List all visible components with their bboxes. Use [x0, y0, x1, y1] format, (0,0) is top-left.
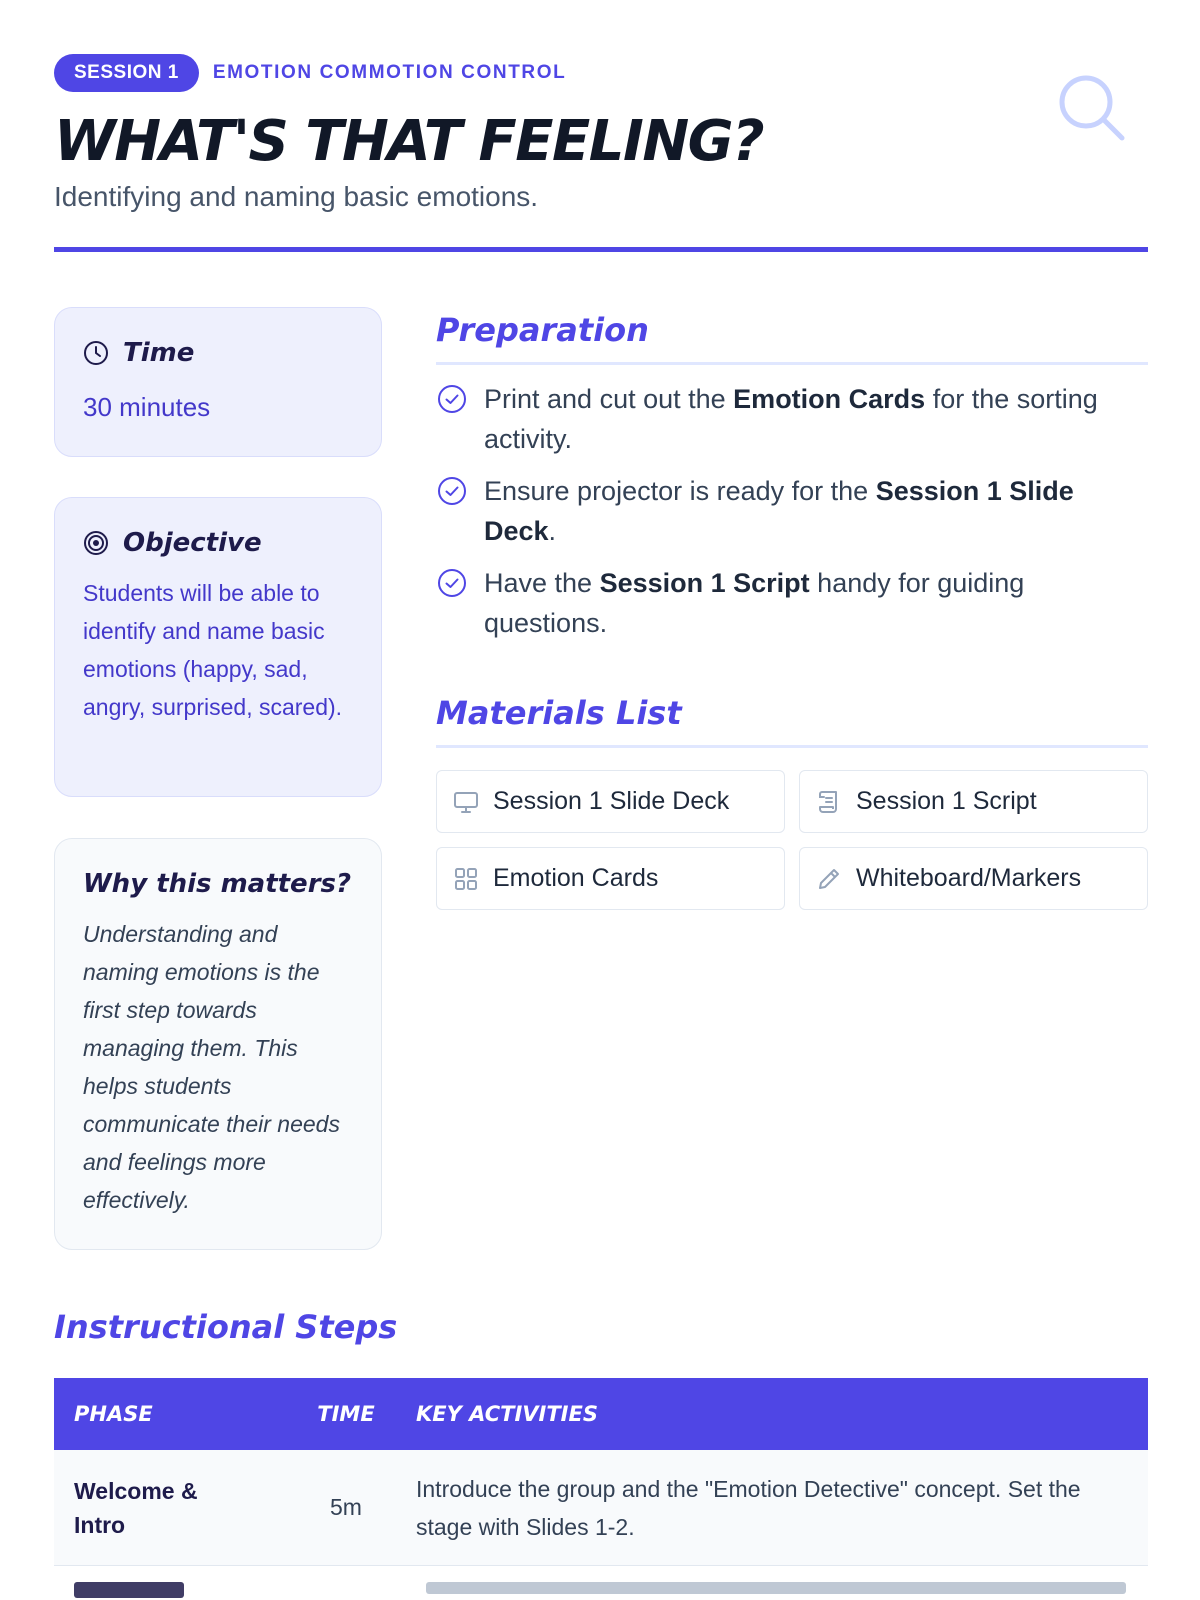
activities-cell-clipped: [426, 1582, 1126, 1594]
steps-title: Instructional Steps: [54, 1308, 398, 1346]
column-header-activities: KEY ACTIVITIES: [416, 1402, 598, 1426]
steps-table: [54, 1378, 1148, 1566]
time-title: Time: [123, 338, 195, 368]
page-title: WHAT'S THAT FEELING?: [54, 109, 764, 174]
objective-card: [54, 497, 382, 797]
check-circle-icon: [436, 383, 468, 415]
objective-title: Objective: [123, 528, 262, 558]
materials-section: [436, 693, 1148, 910]
page-header: [54, 54, 1148, 214]
table-row: [54, 1450, 1148, 1566]
material-item-emotion-cards[interactable]: [436, 847, 785, 910]
search-icon[interactable]: [1056, 72, 1128, 144]
list-item: [436, 471, 1148, 551]
section-divider: [436, 745, 1148, 748]
activities-cell: Introduce the group and the "Emotion Detective" concept. Set the stage with Slides 1-2.: [416, 1475, 1081, 1540]
table-header: [54, 1378, 1148, 1450]
why-title: Why this matters?: [83, 869, 352, 899]
list-item: [436, 563, 1148, 643]
clock-icon: [83, 340, 109, 366]
material-item-whiteboard[interactable]: [799, 847, 1148, 910]
column-header-time: TIME: [317, 1402, 375, 1426]
material-label: Whiteboard/Markers: [856, 864, 1082, 892]
material-item-slide-deck[interactable]: [436, 770, 785, 833]
preparation-list: [436, 379, 1148, 643]
preparation-text: Ensure projector is ready for the Session 1 Slide Deck.: [484, 476, 1074, 546]
phase-cell: Welcome & Intro: [74, 1477, 198, 1538]
material-label: Session 1 Script: [856, 787, 1037, 815]
pencil-icon: [816, 866, 842, 892]
phase-cell-clipped: [74, 1582, 184, 1598]
time-value: 30 minutes: [83, 392, 211, 422]
check-circle-icon: [436, 475, 468, 507]
preparation-text: Have the Session 1 Script handy for guiding questions.: [484, 568, 1025, 638]
program-name: EMOTION COMMOTION CONTROL: [212, 62, 567, 83]
material-label: Session 1 Slide Deck: [493, 787, 730, 815]
badge-row: [54, 54, 1148, 92]
why-card: [54, 838, 382, 1250]
material-item-script[interactable]: [799, 770, 1148, 833]
header-divider: [54, 247, 1148, 252]
target-icon: [83, 530, 109, 556]
material-label: Emotion Cards: [493, 864, 659, 892]
why-text: Understanding and naming emotions is the first step towards managing them. This helps students communicate their needs and feelings more effectively.: [83, 921, 340, 1213]
column-header-phase: PHASE: [74, 1402, 153, 1426]
session-badge: SESSION 1: [54, 54, 199, 92]
materials-title: Materials List: [436, 694, 682, 732]
page-subtitle: Identifying and naming basic emotions.: [54, 181, 539, 212]
objective-text: Students will be able to identify and name basic emotions (happy, sad, angry, surprised, scared).: [83, 580, 343, 720]
materials-grid: [436, 770, 1148, 910]
check-circle-icon: [436, 567, 468, 599]
preparation-section: [436, 310, 1148, 643]
grid-icon: [453, 866, 479, 892]
preparation-title: Preparation: [436, 311, 649, 349]
scroll-icon: [816, 789, 842, 815]
monitor-icon: [453, 789, 479, 815]
list-item: [436, 379, 1148, 459]
time-card: [54, 307, 382, 457]
time-cell: 5m: [330, 1494, 362, 1520]
section-divider: [436, 362, 1148, 365]
preparation-text: Print and cut out the Emotion Cards for the sorting activity.: [484, 384, 1098, 454]
table-row-partial: [54, 1566, 1148, 1600]
